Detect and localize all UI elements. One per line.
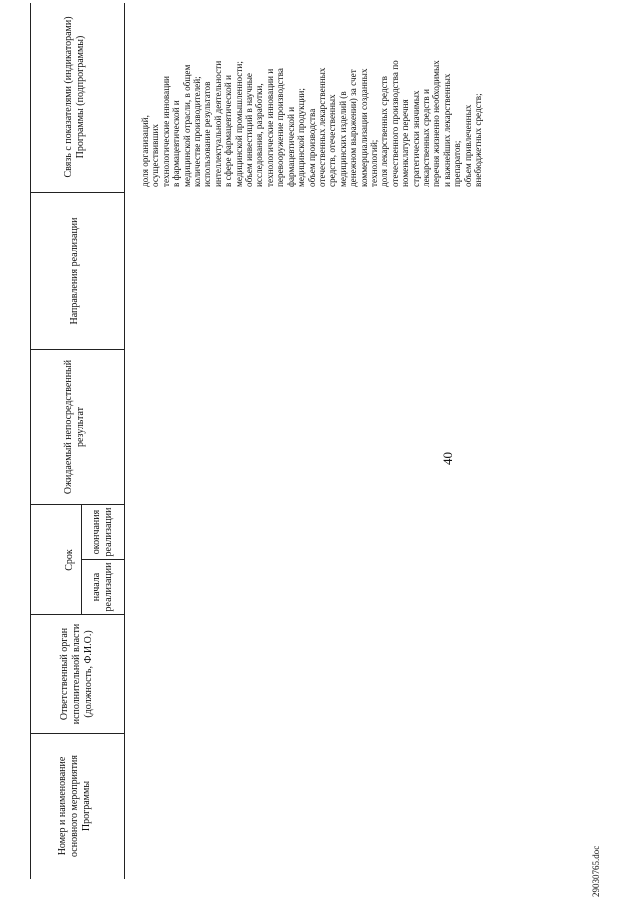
header-measure: Номер и наименование основного мероприятия Программы [57,755,92,857]
indicator-line: доля организаций, [140,115,150,187]
indicator-line: перечня жизненно необходимых [431,60,442,187]
header-directions: Направления реализации [69,217,80,325]
subheader-line [81,505,82,615]
indicator-line: исследования, разработки, [254,83,265,187]
indicator-line: объем инвестиций в научные [244,72,255,187]
indicator-line: медицинской продукции; [296,88,307,187]
indicators-cell-text [140,1,483,187]
indicator-line: коммерциализации созданных [358,68,369,187]
indicator-line: технологий; [368,139,379,187]
indicator-line: медицинских изделий (в [337,91,348,187]
header-term-end: окончания реализации [91,507,114,557]
col-divider-3 [81,559,124,560]
indicator-line: отечественных лекарственных [316,67,327,187]
header-term-start: начала реализации [91,562,114,612]
page-number: 40 [440,452,455,465]
indicator-line: интеллектуальной деятельности [212,60,223,187]
indicator-line: номенклатуре перечня [400,99,411,187]
header-responsible: Ответственный орган исполнительной власти (должность, Ф.И.О.) [59,623,94,725]
header-bottom-border [124,3,125,879]
indicator-line: в фармацевтической и [171,100,182,187]
indicator-line: денежном выражении) за счет [348,69,359,187]
indicator-line: осуществивших [150,123,161,187]
indicator-line: технологические инновации и [264,68,275,187]
header-result: Ожидаемый непосредственный результат [63,359,86,495]
indicator-line: объем производства [306,108,317,187]
indicator-line: лекарственных средств и [420,89,431,187]
indicator-line: в сфере фармацевтической и [223,75,234,187]
col-divider-1 [30,733,124,734]
indicator-line: медицинской отрасли, в общем [181,64,192,187]
footer-filename: 29030765.doc [591,845,601,897]
header-term: Срок [64,549,75,571]
indicator-line: отечественного производства по [389,60,400,187]
indicator-line: технологические инновации [160,76,171,187]
indicator-line: средств, отечественных [327,94,338,187]
indicator-line: фармацевтической и [285,106,296,187]
indicator-line: использование результатов [202,81,213,187]
indicator-line: препаратов; [452,140,463,187]
indicator-line: количестве производителей; [192,76,203,187]
table-top-border [30,3,31,879]
indicator-line: объем привлеченных [462,104,473,187]
indicator-line: доля лекарственных средств [379,76,390,187]
indicator-line: перевооружение производства [275,68,286,187]
indicator-line: и важнейших лекарственных [441,73,452,187]
indicator-line: внебюджетных средств; [473,93,483,187]
indicator-line: стратегически значимых [410,90,421,187]
col-divider-6 [30,192,124,193]
indicator-line: медицинской промышленности; [233,61,244,187]
col-divider-5 [30,349,124,350]
header-indicators: Связь с показателями (индикаторами) Программы (подпрограммы) [63,16,86,178]
